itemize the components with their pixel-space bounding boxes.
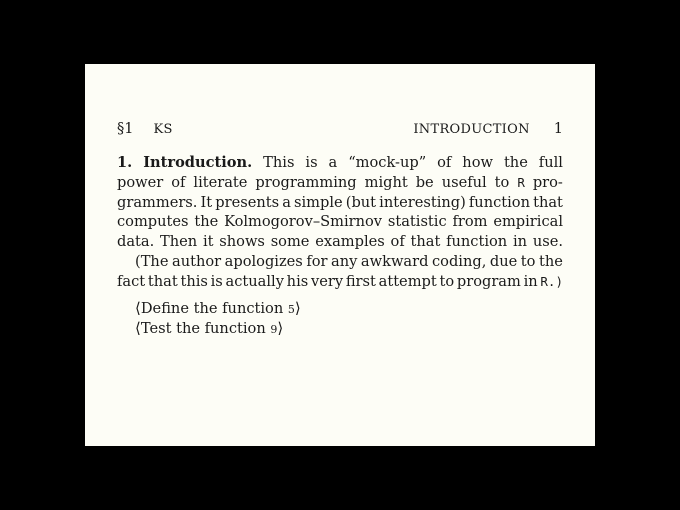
running-title: KS	[153, 122, 173, 137]
chapter-title: INTRODUCTION	[413, 122, 530, 137]
module-number: 5	[287, 302, 295, 316]
section-title: Introduction.	[143, 154, 253, 171]
code-r: R	[517, 174, 525, 190]
module-name: Define the function	[140, 299, 284, 317]
page-header	[117, 119, 563, 139]
page-number: 1	[553, 121, 563, 137]
text-line: grammers. It presents a simple (but interesting) function that	[117, 193, 563, 211]
text-line: fact that this is actually his very first attempt to program in R.)	[117, 272, 563, 290]
module-name: Test the function	[140, 320, 266, 338]
text-line: data. Then it shows some examples of that function in use.	[117, 233, 563, 251]
section-number: 1.	[117, 154, 133, 171]
text-line: (The author apologizes for any awkward coding, due to the	[135, 252, 563, 270]
text-line: power of literate programming might be useful to R pro-	[117, 173, 563, 191]
text-line: 1. Introduction. This is a “mock-up” of how the full	[117, 154, 563, 171]
module-reference-test[interactable]: ⟨Test the function 9⟩	[135, 319, 284, 338]
section-mark: §1	[117, 121, 134, 137]
code-r: R.)	[540, 273, 563, 289]
document-page	[85, 64, 595, 446]
section-body	[117, 153, 563, 340]
module-references	[117, 299, 563, 340]
module-number: 9	[270, 323, 278, 337]
text-line: computes the Kolmogorov–Smirnov statistic from empirical	[117, 213, 563, 231]
module-reference-define[interactable]: ⟨Define the function 5⟩	[135, 298, 301, 317]
